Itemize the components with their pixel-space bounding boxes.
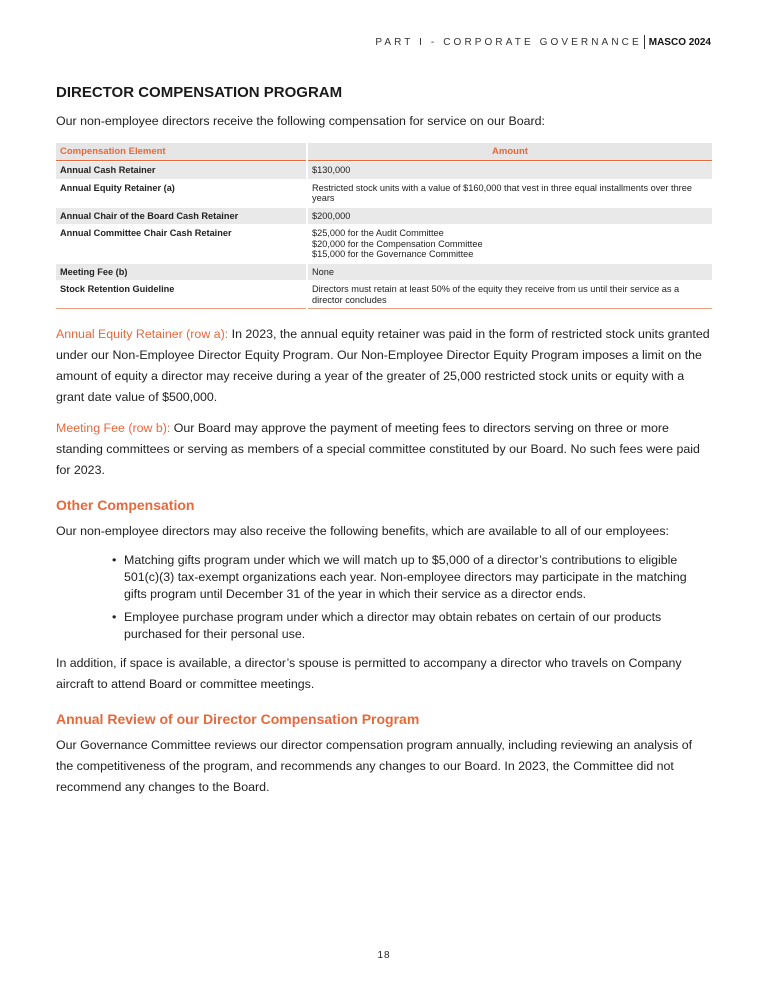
element-cell: Annual Cash Retainer [56,162,306,179]
table-row [56,208,712,225]
note-a-label: Annual Equity Retainer (row a): [56,327,229,341]
column-header-element: Compensation Element [56,143,306,161]
amount-cell [308,208,712,225]
note-a-text: In 2023, the annual equity retainer was paid in the form of restricted stock units granted under our Non-Employee Director Equity Program. Our Non-Employee Director Equity Program imposes a limit on the amount of equity a director may receive during a year of the greater of 25,000 restricted stock units or equity with a grant date value of $500,000. [56,327,710,404]
page-number: 18 [377,950,391,961]
list-item: • Matching gifts program under which we will match up to $5,000 of a director’s contributions to eligible 501(c)(3) tax-exempt organizations each year. Non-employee directors may participate in the matching gifts program until December 31 of the year in which their service as a director ends. [112,552,712,603]
amount-cell [308,225,712,263]
table-row [56,180,712,207]
running-header [375,35,711,49]
amount-line: $200,000 [312,210,351,221]
table-row [56,281,712,309]
element-cell: Annual Committee Chair Cash Retainer [60,228,232,238]
amount-line: $25,000 for the Audit Committee [312,228,444,238]
page-title: DIRECTOR COMPENSATION PROGRAM [56,84,343,101]
spouse-travel-text: In addition, if space is available, a director’s spouse is permitted to accompany a director who travels on Company aircraft to attend Board or committee meetings. [56,656,682,691]
compensation-table [54,142,714,310]
amount-cell [308,180,712,207]
other-intro: Our non-employee directors may also receive the following benefits, which are available to all of our employees: [56,524,669,538]
section-label: PART I - CORPORATE GOVERNANCE [375,36,642,48]
amount-line: None [312,266,334,277]
brand-label: MASCO 2024 [648,36,711,48]
amount-cell [308,264,712,281]
list-item: • Employee purchase program under which a director may obtain rebates on certain of our products purchased for their personal use. [112,609,712,643]
other-compensation-heading: Other Compensation [56,497,195,513]
intro-text: Our non-employee directors receive the following compensation for service on our Board: [56,114,545,128]
benefits-list [112,552,712,643]
amount-line: $15,000 for the Governance Committee [312,249,474,259]
note-b-text: Our Board may approve the payment of meeting fees to directors serving on three or more standing committees or serving as members of a special committee constituted by our Board. No such fees were paid for 2023. [56,421,700,477]
amount-line: $130,000 [312,165,351,175]
element-cell: Meeting Fee (b) [56,264,306,281]
table-row [56,162,712,179]
amount-line: $20,000 for the Compensation Committee [312,238,483,249]
element-cell: Stock Retention Guideline [56,281,306,309]
element-cell: Annual Chair of the Board Cash Retainer [56,208,306,225]
amount-cell [308,162,712,179]
note-a [56,324,712,408]
amount-line: Restricted stock units with a value of $160,000 that vest in three equal installments over three years [312,182,692,203]
page-content [56,84,712,808]
amount-line: Directors must retain at least 50% of the equity they receive from us until their service as a director concludes [312,284,680,305]
table-row [56,264,712,281]
element-cell: Annual Equity Retainer (a) [60,182,175,193]
amount-cell [308,281,712,309]
annual-review-text: Our Governance Committee reviews our director compensation program annually, including reviewing an analysis of the competitiveness of the program, and recommends any changes to our Board. In 2023, the Committee did not recommend any changes to the Board. [56,738,693,794]
table-row [56,225,712,263]
note-b-label: Meeting Fee (row b): [56,421,171,435]
divider [644,35,645,49]
annual-review-heading: Annual Review of our Director Compensation Program [56,711,420,727]
column-header-amount: Amount [308,143,712,161]
note-b [56,418,712,481]
